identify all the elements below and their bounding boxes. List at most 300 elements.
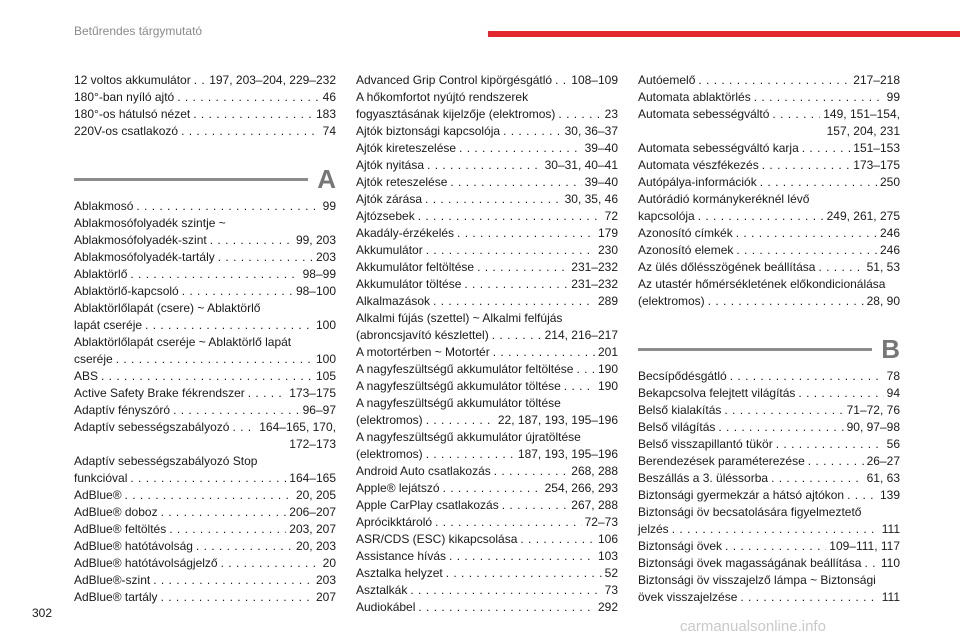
entry-text: Ajtók nyitása (356, 158, 425, 172)
index-entry (638, 555, 900, 572)
index-entry (638, 208, 900, 225)
entry-text: Asztalkák (356, 583, 408, 597)
dot-leader (427, 157, 542, 174)
index-entry (356, 259, 618, 276)
entry-pages: 72 (604, 209, 618, 223)
entry-text: ABS (74, 369, 99, 383)
entry-text: Ablakmosófolyadék szintje ~ (74, 216, 226, 230)
dot-leader (736, 242, 877, 259)
entry-text: Belső világítás (638, 420, 716, 434)
dot-leader (449, 548, 595, 565)
entry-pages: 72–73 (584, 515, 618, 529)
entry-pages: 217–218 (853, 73, 900, 87)
entry-text: 180°-os hátulsó nézet (74, 107, 191, 121)
dot-leader (116, 351, 313, 368)
entry-text: AdBlue® tartály (74, 590, 158, 604)
dot-leader (450, 174, 581, 191)
entry-text: AdBlue® (74, 488, 122, 502)
dot-leader (218, 249, 313, 266)
entry-pages: 214, 216–217 (544, 328, 618, 342)
dot-leader (864, 555, 877, 572)
index-entry (638, 225, 900, 242)
entry-text: 180°-ban nyíló ajtó (74, 90, 175, 104)
entry-pages: 109–111, 117 (829, 539, 900, 553)
entry-text: Belső kialakítás (638, 403, 722, 417)
entry-text: funkcióval (74, 471, 128, 485)
index-entry (638, 242, 900, 259)
entry-text: Biztonsági gyermekzár a hátsó ajtókon (638, 488, 845, 502)
entry-text: AdBlue® feltöltés (74, 522, 167, 536)
index-entry (638, 538, 900, 555)
entry-text: (abroncsjavító készlettel) (356, 328, 489, 342)
entry-pages-continued: 172–173 (289, 437, 336, 451)
index-entry (638, 293, 900, 310)
entry-text: 12 voltos akkumulátor (74, 73, 191, 87)
index-entry (74, 72, 336, 89)
entry-text: Audiokábel (356, 600, 416, 614)
entry-pages: 207 (315, 590, 336, 604)
dot-leader (161, 504, 287, 521)
entry-pages: 20 (322, 556, 336, 570)
index-entry (74, 487, 336, 504)
dot-leader (762, 157, 851, 174)
entry-pages: 30, 36–37 (564, 124, 618, 138)
entry-text: Azonosító elemek (638, 243, 734, 257)
dot-leader (708, 293, 864, 310)
index-entry (638, 106, 900, 140)
dot-leader (182, 283, 293, 300)
dot-leader (232, 419, 256, 436)
entry-text: Ablakmosófolyadék-szint (74, 233, 207, 247)
index-entry (356, 191, 618, 208)
entry-text: Bekapcsolva felejtett világítás (638, 386, 796, 400)
entry-pages: 267, 288 (571, 498, 618, 512)
index-entry (356, 361, 618, 378)
index-entry (356, 72, 618, 89)
index-entry (74, 334, 336, 351)
dot-leader (798, 385, 883, 402)
entry-text: Berendezések paraméterezése (638, 454, 805, 468)
index-entry (74, 300, 336, 317)
dot-leader (818, 259, 863, 276)
entry-text: Ajtók reteszelése (356, 175, 448, 189)
entry-text: Android Auto csatlakozás (356, 464, 491, 478)
entry-pages-continued: 157, 204, 231 (826, 124, 900, 138)
index-entry (74, 123, 336, 140)
index-entry (356, 531, 618, 548)
dot-leader (760, 174, 877, 191)
index-entry (638, 470, 900, 487)
dot-leader (725, 538, 826, 555)
entry-pages: 164–165 (289, 471, 336, 485)
index-entry (356, 89, 618, 106)
index-entry (356, 310, 618, 327)
section-divider (74, 178, 308, 181)
index-entry (638, 419, 900, 436)
entry-pages: 111 (881, 522, 900, 536)
index-entry (74, 453, 336, 470)
entry-text: Biztonsági övek magasságának beállítása (638, 556, 862, 570)
index-entry (74, 317, 336, 334)
entry-text: (elektromos) (356, 413, 423, 427)
index-entry (74, 504, 336, 521)
entry-text: A nagyfeszültségű akkumulátor töltése (356, 396, 561, 410)
dot-leader (153, 572, 313, 589)
header-accent-bar (488, 31, 960, 37)
dot-leader (130, 266, 299, 283)
entry-text: Biztonsági öv visszajelző lámpa ~ Biztonsági (638, 573, 876, 587)
entry-pages: 39–40 (584, 175, 618, 189)
index-entry (638, 140, 900, 157)
entry-text: Ajtók zárása (356, 192, 423, 206)
entry-text: A motortérben ~ Motortér (356, 345, 490, 359)
entry-text: Biztonsági öv becsatolására figyelmeztető (638, 505, 862, 519)
entry-text: cseréje (74, 352, 113, 366)
dot-leader (248, 385, 287, 402)
entry-text: Ajtók kireteszelése (356, 141, 457, 155)
entry-text: Biztonsági övek (638, 539, 723, 553)
dot-leader (754, 89, 884, 106)
index-column-1 (74, 72, 336, 606)
index-entry (356, 344, 618, 361)
entry-text: Alkalmi fújás (szettel) ~ Alkalmi felfújás (356, 311, 563, 325)
entry-pages: 100 (315, 318, 336, 332)
entry-text: Beszállás a 3. üléssorba (638, 471, 769, 485)
index-entry (74, 198, 336, 215)
dot-leader (555, 72, 568, 89)
index-entry (74, 215, 336, 232)
entry-text: Adaptív sebességszabályozó (74, 420, 230, 434)
index-entry (74, 402, 336, 419)
entry-pages: 173–175 (853, 158, 900, 172)
index-entry (356, 480, 618, 497)
entry-text: A nagyfeszültségű akkumulátor feltöltése (356, 362, 574, 376)
entry-text: Autóemelő (638, 73, 696, 87)
entry-text: AdBlue®-szint (74, 573, 151, 587)
entry-pages: 105 (315, 369, 336, 383)
index-entry (74, 106, 336, 123)
entry-pages: 268, 288 (571, 464, 618, 478)
section-divider (638, 348, 872, 351)
dot-leader (698, 72, 850, 89)
section-letter: A (317, 164, 336, 194)
entry-text: kapcsolója (638, 209, 695, 223)
entry-text: Ablakmosófolyadék-tartály (74, 250, 215, 264)
entry-text: Akkumulátor feltöltése (356, 260, 475, 274)
index-entry (356, 497, 618, 514)
entry-pages: 52 (604, 566, 618, 580)
index-entry (356, 514, 618, 531)
dot-leader (776, 436, 884, 453)
entry-text: (elektromos) (356, 447, 423, 461)
entry-pages: 203 (315, 250, 336, 264)
index-entry (74, 538, 336, 555)
index-entry (356, 429, 618, 446)
entry-pages: 61, 63 (866, 471, 900, 485)
entry-pages: 96–97 (302, 403, 336, 417)
entry-pages: 56 (886, 437, 900, 451)
entry-pages: 78 (886, 369, 900, 383)
index-entry (74, 470, 336, 487)
dot-leader (503, 123, 562, 140)
dot-leader (808, 453, 864, 470)
entry-text: A hőkomfortot nyújtó rendszerek (356, 90, 529, 104)
dot-leader (477, 259, 568, 276)
dot-leader (493, 344, 595, 361)
entry-text: jelzés (638, 522, 669, 536)
dot-leader (672, 521, 879, 538)
index-entry (74, 283, 336, 300)
index-entry (638, 368, 900, 385)
entry-pages: 197, 203–204, 229–232 (209, 73, 336, 87)
index-entry (74, 385, 336, 402)
dot-leader (177, 89, 319, 106)
index-entry (356, 225, 618, 242)
entry-text: Adaptív fényszóró (74, 403, 171, 417)
entry-pages: 246 (879, 226, 900, 240)
dot-leader (494, 463, 569, 480)
index-entry (356, 378, 618, 395)
index-entry (356, 582, 618, 599)
index-entry (638, 191, 900, 208)
entry-pages: 254, 266, 293 (544, 481, 618, 495)
index-entry (74, 521, 336, 538)
index-entry (74, 419, 336, 453)
dot-leader (410, 582, 601, 599)
index-entry (638, 453, 900, 470)
dot-leader (736, 225, 877, 242)
entry-pages: 99, 203 (295, 233, 336, 247)
index-entry (74, 232, 336, 249)
section-header (74, 166, 336, 198)
entry-pages: 26–27 (866, 454, 900, 468)
entry-pages: 246 (879, 243, 900, 257)
index-entry (356, 446, 618, 463)
dot-leader (425, 191, 562, 208)
entry-pages: 46 (322, 90, 336, 104)
page-number: 302 (32, 606, 53, 620)
dot-leader (492, 327, 542, 344)
index-entry (356, 208, 618, 225)
entry-text: Automata sebességváltó karja (638, 141, 799, 155)
index-entry (638, 487, 900, 504)
entry-text: Automata sebességváltó (638, 107, 770, 121)
entry-text: Belső visszapillantó tükör (638, 437, 773, 451)
entry-text: Alkalmazások (356, 294, 431, 308)
dot-leader (426, 412, 495, 429)
dot-leader (576, 361, 595, 378)
entry-text: AdBlue® hatótávolságjelző (74, 556, 218, 570)
entry-pages: 98–99 (302, 267, 336, 281)
dot-leader (718, 419, 843, 436)
index-entry (638, 572, 900, 589)
entry-text: Azonosító címkék (638, 226, 733, 240)
index-entry (74, 572, 336, 589)
entry-text: A nagyfeszültségű akkumulátor töltése (356, 379, 561, 393)
dot-leader (210, 232, 293, 249)
entry-pages: 164–165, 170, (259, 420, 336, 434)
entry-text: Ablaktörlőlapát cseréje ~ Ablaktörlő lapát (74, 335, 292, 349)
dot-leader (169, 521, 286, 538)
entry-pages: 203 (315, 573, 336, 587)
dot-leader (457, 225, 595, 242)
index-entry (638, 157, 900, 174)
entry-pages: 73 (604, 583, 618, 597)
index-entry (356, 276, 618, 293)
entry-text: Akadály-érzékelés (356, 226, 455, 240)
entry-pages: 201 (597, 345, 618, 359)
index-entry (356, 123, 618, 140)
index-entry (356, 599, 618, 616)
index-entry (356, 327, 618, 344)
index-entry (638, 385, 900, 402)
index-entry (74, 89, 336, 106)
dot-leader (740, 589, 878, 606)
dot-leader (173, 402, 300, 419)
entry-pages: 149, 151–154, (823, 107, 900, 121)
entry-pages: 71–72, 76 (846, 403, 900, 417)
index-entry (74, 351, 336, 368)
index-entry (638, 402, 900, 419)
dot-leader (145, 317, 313, 334)
dot-leader (847, 487, 877, 504)
entry-text: Az ülés dőlésszögének beállítása (638, 260, 816, 274)
entry-text: Ablaktörlő (74, 267, 128, 281)
entry-pages: 203, 207 (289, 522, 336, 536)
dot-leader (772, 106, 820, 123)
entry-text: Automata ablaktörlés (638, 90, 751, 104)
dot-leader (130, 470, 286, 487)
entry-text: Assistance hívás (356, 549, 447, 563)
entry-text: Az utastér hőmérsékletének előkondicionálása (638, 277, 886, 291)
entry-pages: 179 (597, 226, 618, 240)
index-entry (638, 436, 900, 453)
entry-pages: 231–232 (571, 277, 618, 291)
entry-text: fogyasztásának kijelzője (elektromos) (356, 107, 556, 121)
entry-text: Automata vészfékezés (638, 158, 759, 172)
entry-pages: 151–153 (853, 141, 900, 155)
entry-text: Active Safety Brake fékrendszer (74, 386, 245, 400)
index-entry (74, 555, 336, 572)
section-header (638, 336, 900, 368)
entry-pages: 289 (597, 294, 618, 308)
index-entry (74, 266, 336, 283)
index-entry (638, 259, 900, 276)
dot-leader (730, 368, 884, 385)
index-entry (638, 72, 900, 89)
dot-leader (125, 487, 293, 504)
dot-leader (446, 565, 602, 582)
dot-leader (459, 140, 582, 157)
dot-leader (558, 106, 601, 123)
entry-pages: 106 (597, 532, 618, 546)
dot-leader (724, 402, 843, 419)
entry-pages: 206–207 (289, 505, 336, 519)
entry-text: (elektromos) (638, 294, 705, 308)
index-entry (638, 589, 900, 606)
index-entry (356, 395, 618, 412)
entry-text: Adaptív sebességszabályozó Stop (74, 454, 258, 468)
entry-pages: 28, 90 (866, 294, 900, 308)
dot-leader (418, 599, 595, 616)
entry-pages: 110 (880, 556, 900, 570)
entry-text: Apple® lejátszó (356, 481, 440, 495)
entry-pages: 39–40 (584, 141, 618, 155)
entry-pages: 292 (597, 600, 618, 614)
index-entry (356, 140, 618, 157)
entry-text: Ablaktörlő-kapcsoló (74, 284, 179, 298)
entry-pages: 74 (322, 124, 336, 138)
entry-pages: 190 (597, 362, 618, 376)
index-entry (638, 504, 900, 521)
index-entry (356, 548, 618, 565)
dot-leader (443, 480, 542, 497)
index-entry (356, 106, 618, 123)
entry-pages: 99 (322, 199, 336, 213)
dot-leader (136, 198, 319, 215)
dot-leader (181, 123, 320, 140)
entry-pages: 20, 205 (295, 488, 336, 502)
entry-text: 220V-os csatlakozó (74, 124, 179, 138)
entry-text: övek visszajelzése (638, 590, 738, 604)
entry-pages: 100 (315, 352, 336, 366)
entry-pages: 230 (597, 243, 618, 257)
dot-leader (698, 208, 824, 225)
entry-text: Autópálya-információk (638, 175, 757, 189)
dot-leader (771, 470, 864, 487)
index-entry (74, 368, 336, 385)
entry-text: Aprócikktároló (356, 515, 433, 529)
entry-text: Autórádió kormánykeréknél lévő (638, 192, 810, 206)
entry-text: lapát cseréje (74, 318, 143, 332)
section-letter: B (881, 334, 900, 364)
index-entry (356, 463, 618, 480)
page-header-title: Betűrendes tárgymutató (74, 24, 203, 38)
entry-pages: 30–31, 40–41 (544, 158, 618, 172)
entry-pages: 250 (879, 175, 900, 189)
entry-text: AdBlue® doboz (74, 505, 158, 519)
dot-leader (196, 538, 293, 555)
index-column-3 (638, 72, 900, 606)
index-entry (638, 174, 900, 191)
index-entry (356, 565, 618, 582)
index-entry (356, 157, 618, 174)
index-entry (356, 293, 618, 310)
entry-pages: 183 (315, 107, 336, 121)
entry-pages: 90, 97–98 (846, 420, 900, 434)
entry-text: Ablakmosó (74, 199, 134, 213)
dot-leader (502, 497, 569, 514)
dot-leader (520, 531, 595, 548)
dot-leader (433, 293, 595, 310)
index-entry (74, 589, 336, 606)
entry-pages: 51, 53 (866, 260, 900, 274)
dot-leader (193, 106, 313, 123)
dot-leader (418, 208, 602, 225)
entry-pages: 94 (886, 386, 900, 400)
entry-pages: 23 (604, 107, 618, 121)
entry-text: Asztalka helyzet (356, 566, 443, 580)
index-entry (74, 249, 336, 266)
entry-text: AdBlue® hatótávolság (74, 539, 193, 553)
entry-pages: 139 (879, 488, 900, 502)
entry-pages: 22, 187, 193, 195–196 (497, 413, 618, 427)
entry-pages: 98–100 (295, 284, 336, 298)
index-entry (638, 89, 900, 106)
entry-pages: 190 (597, 379, 618, 393)
entry-text: Apple CarPlay csatlakozás (356, 498, 499, 512)
dot-leader (435, 514, 582, 531)
